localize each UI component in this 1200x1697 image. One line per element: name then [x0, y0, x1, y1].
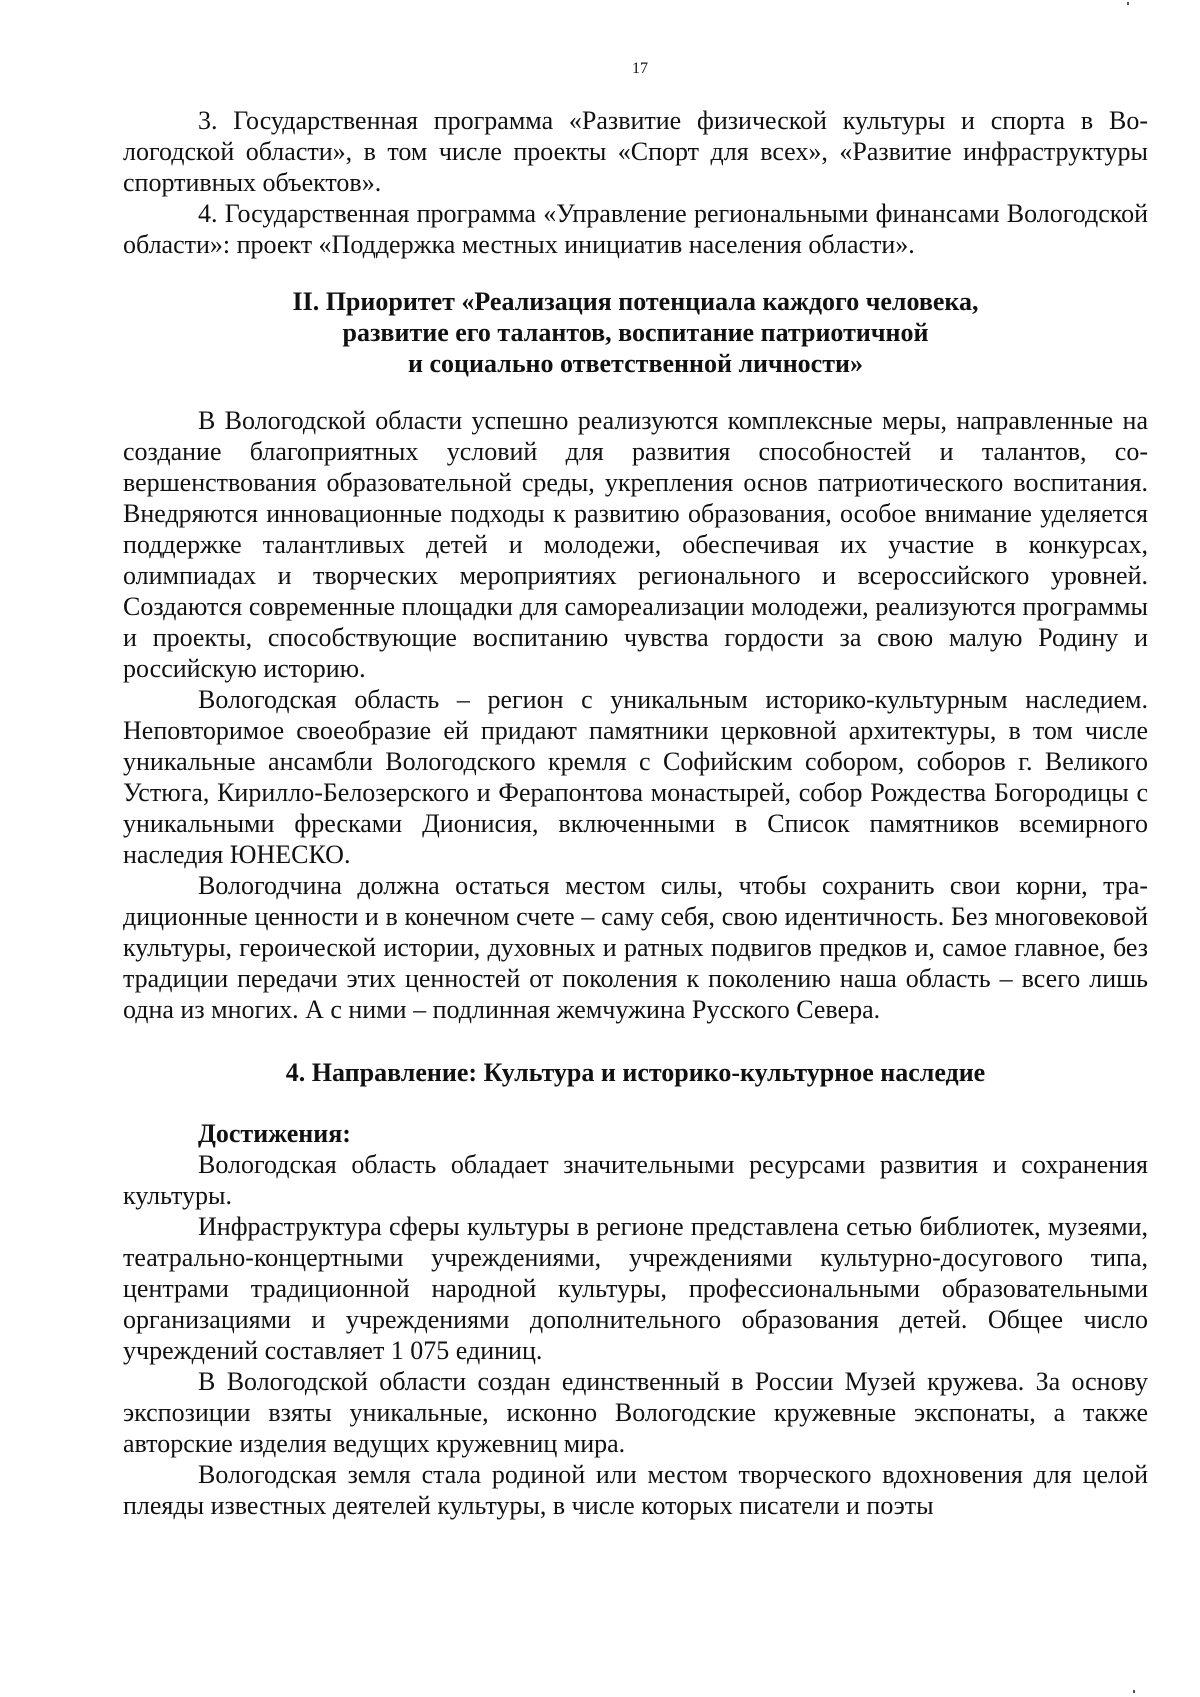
priority-heading-line-1: II. Приоритет «Реализация потенциала каждого человека,	[292, 287, 979, 316]
achievements-paragraph-1: Вологодская область обладает значительными ресурсами развития и сохранения культуры.	[123, 1150, 1148, 1210]
priority-heading-line-2: развитие его талантов, воспитание патриотичной	[342, 318, 929, 347]
achievements-heading: Достижения:	[198, 1119, 351, 1148]
priority-paragraph-1: В Вологодской области успешно реализуются комплексные меры, направленные на создание благоприятных условий для развития способностей и талантов, совершенствования образовательной среды, укрепления основ патриотического воспитания. Внедряются инновационные подходы к развитию образования, особое внимание уделяется поддержке талантливых детей и молодежи, обеспечивая их участие в конкурсах, олимпиадах и творческих мероприятиях регионального и всероссийского уровней. Создаются современные площадки для самореализации молодежи, реализуются программы и проекты, способствующие воспитанию чувства гордости за свою малую Родину и российскую историю.	[123, 406, 1148, 683]
achievements-paragraph-4: Вологодская земля стала родиной или местом творческого вдохновения для целой плеяды известных деятелей культуры, в числе которых писатели и поэты	[123, 1460, 1148, 1520]
direction-heading: 4. Направление: Культура и историко-культурное наследие	[285, 1058, 986, 1087]
scan-mark	[1133, 1690, 1135, 1693]
page-content	[123, 105, 1148, 1521]
priority-heading-line-3: и социально ответственной личности»	[408, 349, 863, 378]
program-item-3: 3. Государственная программа «Развитие физической культуры и спорта в Вологодской области», в том числе проекты «Спорт для всех», «Развитие инфраструктуры спортивных объектов».	[123, 106, 1148, 197]
program-item-4: 4. Государственная программа «Управление региональными финансами Вологодской области»: проект «Поддержка местных инициатив населения области».	[123, 199, 1148, 259]
page-number: 17	[632, 60, 648, 77]
priority-heading	[123, 286, 1148, 379]
achievements-paragraph-3: В Вологодской области создан единственный в России Музей кружева. За основу экспозиции взяты уникальные, исконно Вологодские кружевные экспонаты, а также авторские изделия ведущих кружевниц мира.	[123, 1367, 1148, 1458]
achievements-paragraph-2: Инфраструктура сферы культуры в регионе представлена сетью библиотек, музеями, театрально-концертными учреждениями, учреждениями культурно-досугового типа, центрами традиционной народной культуры, профессиональными образовательными организациями и учреждениями дополнительного образования детей. Общее число учреждений составляет 1 075 единиц.	[123, 1212, 1148, 1365]
scan-mark	[1127, 2, 1129, 5]
priority-paragraph-3: Вологодчина должна остаться местом силы, чтобы сохранить свои корни, традиционные ценности и в конечном счете – саму себя, свою идентичность. Без многовековой культуры, героической истории, духовных и ратных подвигов предков и, самое главное, без традиции передачи этих ценностей от поколения к поколению наша область – всего лишь одна из многих. А с ними – подлинная жемчужина Русского Севера.	[123, 871, 1148, 1024]
priority-paragraph-2: Вологодская область – регион с уникальным историко-культурным наследием. Неповторимое своеобразие ей придают памятники церковной архитектуры, в том числе уникальные ансамбли Вологодского кремля с Софийским собором, соборов г. Великого Устюга, Кирилло-Белозерского и Ферапонтова монастырей, собор Рождества Богородицы с уникальными фресками Дионисия, включенными в Список памятников всемирного наследия ЮНЕСКО.	[123, 685, 1148, 869]
